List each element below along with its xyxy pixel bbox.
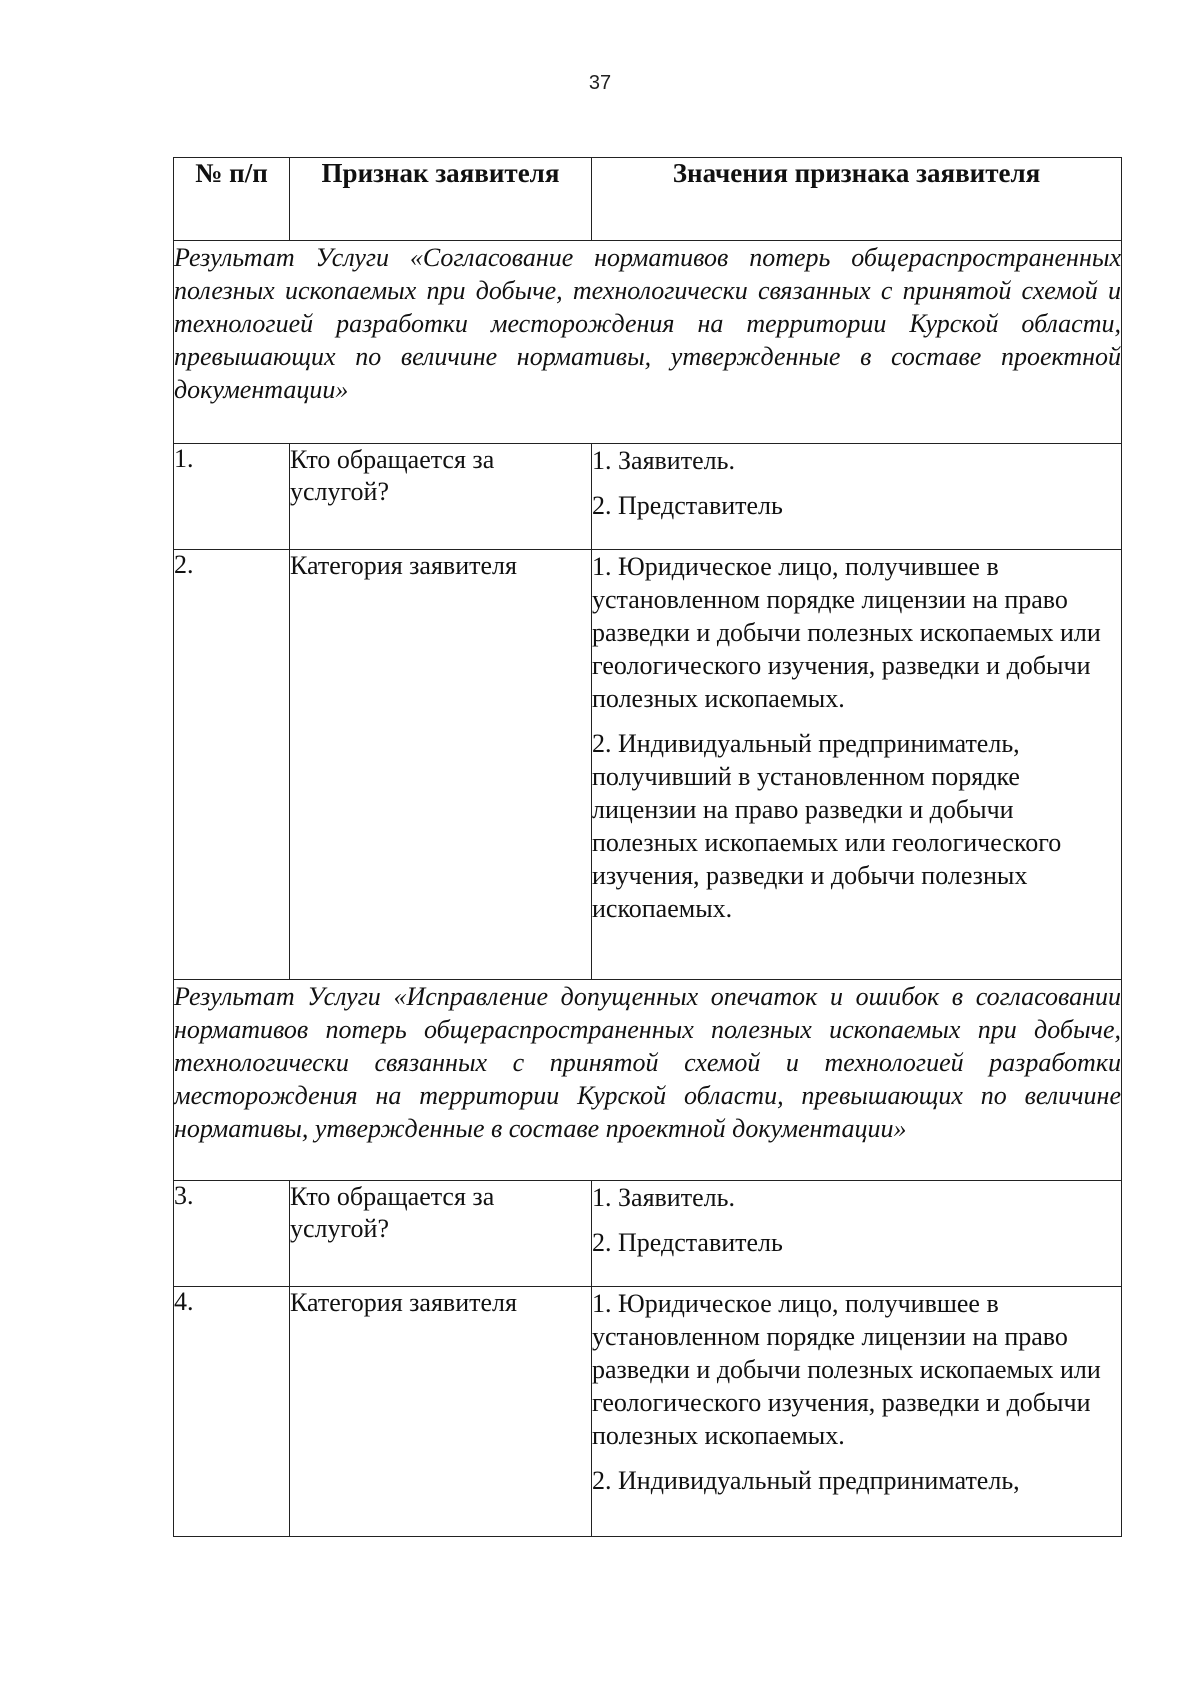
- table-row: [174, 444, 1122, 550]
- row-values: [592, 1181, 1122, 1287]
- section-row: [174, 241, 1122, 444]
- value-item: 1. Заявитель.: [592, 1183, 735, 1212]
- table-row: [174, 1287, 1122, 1537]
- header-number: № п/п: [174, 158, 290, 241]
- value-item: 2. Представитель: [592, 1228, 783, 1257]
- row-values: [592, 1287, 1122, 1537]
- row-values: [592, 550, 1122, 980]
- value-item: 2. Индивидуальный предприниматель, получивший в установленном порядке лицензии на право разведки и добычи полезных ископаемых или геологического изучения, разведки и добычи полезных ископаемых.: [592, 729, 1062, 923]
- header-criterion: Признак заявителя: [290, 158, 592, 241]
- header-criterion-values: Значения признака заявителя: [592, 158, 1122, 241]
- row-criterion: Кто обращается за услугой?: [290, 444, 592, 550]
- value-item: 1. Юридическое лицо, получившее в установленном порядке лицензии на право разведки и добычи полезных ископаемых или геологического изучения, разведки и добычи полезных ископаемых.: [592, 552, 1101, 713]
- row-number: 2.: [174, 550, 290, 980]
- value-item: 1. Юридическое лицо, получившее в установленном порядке лицензии на право разведки и добычи полезных ископаемых или геологического изучения, разведки и добычи полезных ископаемых.: [592, 1289, 1101, 1450]
- value-item: 2. Индивидуальный предприниматель,: [592, 1466, 1020, 1495]
- row-number: 3.: [174, 1181, 290, 1287]
- row-criterion: Категория заявителя: [290, 550, 592, 980]
- applicant-criteria-table: [173, 157, 1122, 1537]
- section-row: [174, 980, 1122, 1181]
- row-criterion: Кто обращается за услугой?: [290, 1181, 592, 1287]
- row-criterion: Категория заявителя: [290, 1287, 592, 1537]
- section-title: Результат Услуги «Согласование нормативов потерь общераспространенных полезных ископаемых при добыче, технологически связанных с принятой схемой и технологией разработки месторождения на территории Курской области, превышающих по величине нормативы, утвержденные в составе проектной документации»: [174, 241, 1122, 444]
- row-number: 4.: [174, 1287, 290, 1537]
- table-row: [174, 1181, 1122, 1287]
- section-title: Результат Услуги «Исправление допущенных опечаток и ошибок в согласовании нормативов потерь общераспространенных полезных ископаемых при добыче, технологически связанных с принятой схемой и технологией разработки месторождения на территории Курской области, превышающих по величине нормативы, утвержденные в составе проектной документации»: [174, 980, 1122, 1181]
- page-number: 37: [588, 72, 612, 94]
- table-header-row: [174, 158, 1122, 241]
- value-item: 1. Заявитель.: [592, 446, 735, 475]
- table-row: [174, 550, 1122, 980]
- value-item: 2. Представитель: [592, 491, 783, 520]
- row-number: 1.: [174, 444, 290, 550]
- row-values: [592, 444, 1122, 550]
